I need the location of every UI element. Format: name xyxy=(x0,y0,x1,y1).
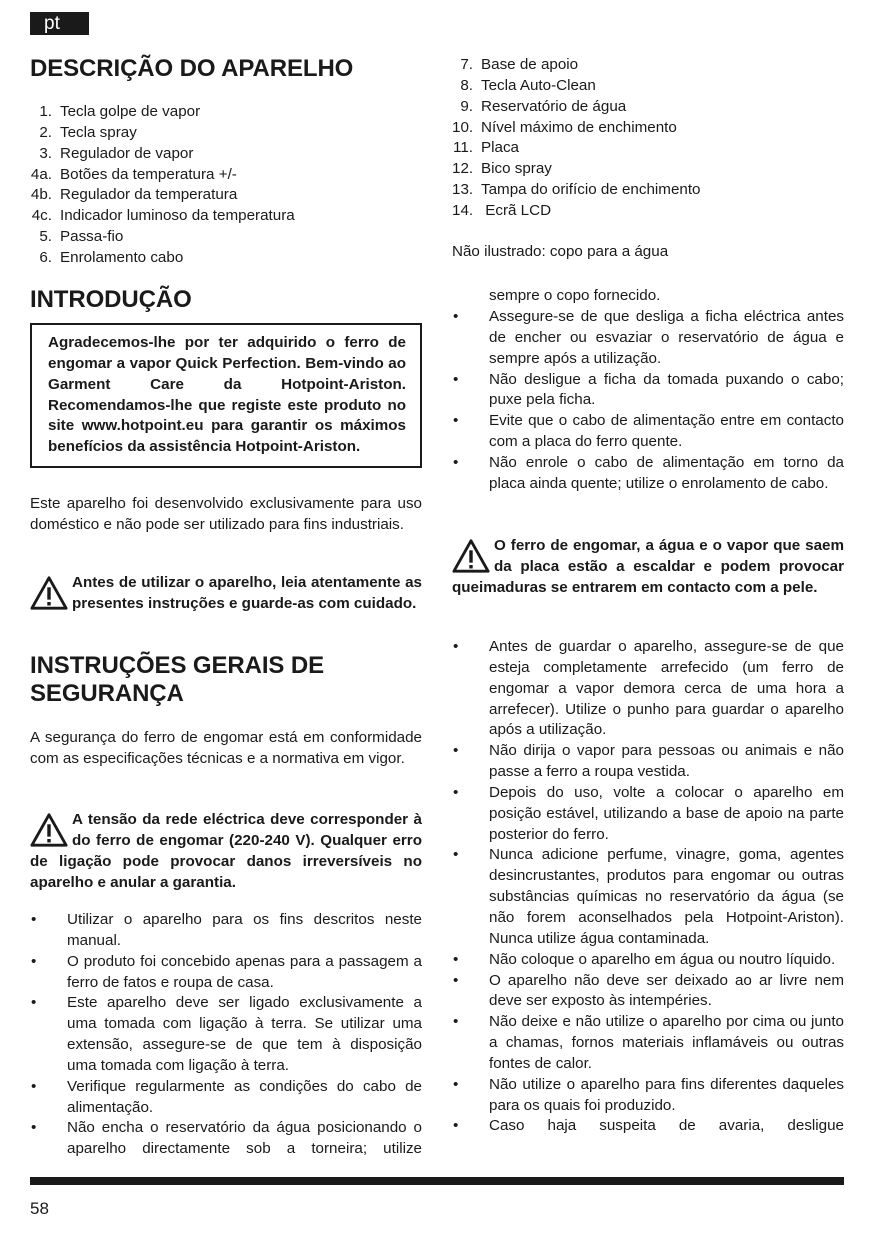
intro-paragraph: Este aparelho foi desenvolvido exclusivamente para uso doméstico e não pode ser utilizado para fins industriais. xyxy=(30,495,422,533)
item-label: Base de apoio xyxy=(481,56,579,73)
list-item: • Não coloque o aparelho em água ou noutro líquido. xyxy=(453,950,836,968)
warning-burns xyxy=(452,536,844,599)
item-number: 4a. xyxy=(30,165,52,183)
title-line: SEGURANÇA xyxy=(30,680,184,707)
item-label: Reservatório de água xyxy=(481,97,627,115)
list-item: • Nunca adicione perfume, vinagre, goma, agentes desincrustantes, produtos para engomar ou outras substâncias químicas no reservatório da água (se não forem aconselhados pela Hotpoint-Ariston). Nunca utilize água contaminada. xyxy=(453,846,844,947)
item-label: Placa xyxy=(481,139,519,157)
page-number: 58 xyxy=(30,1199,49,1218)
list-item: • Não dirija o vapor para pessoas ou animais e não passe a ferro a roupa vestida. xyxy=(453,742,844,781)
continuation-text: sempre o copo fornecido. xyxy=(489,287,661,304)
warning-triangle-icon xyxy=(30,575,68,611)
item-label: Tecla spray xyxy=(60,123,137,141)
list-item: • Evite que o cabo de alimentação entre em contacto com a placa do ferro quente. xyxy=(453,412,844,451)
item-label: Enrolamento cabo xyxy=(60,248,184,266)
list-item xyxy=(452,201,701,222)
item-label: Bico spray xyxy=(481,160,552,178)
section-title-introduction: INTRODUÇÃO xyxy=(30,286,192,313)
item-number: 4b. xyxy=(30,186,52,204)
list-item xyxy=(452,97,701,118)
list-item xyxy=(30,227,295,248)
item-number: 11. xyxy=(453,139,473,157)
not-shown-note: Não ilustrado: copo para a água xyxy=(452,243,669,260)
item-label: Nível máximo de enchimento xyxy=(481,118,677,136)
list-item: • Utilizar o aparelho para os fins descritos neste manual. xyxy=(31,911,422,949)
item-number: 8. xyxy=(460,76,473,94)
safety-bullets-right-2 xyxy=(452,637,844,1137)
warning-text: Antes de utilizar o aparelho, leia atentamente as presentes instruções e guarde-as com cuidado. xyxy=(72,574,422,612)
item-label: Botões da temperatura +/- xyxy=(60,165,237,183)
list-item: • Não encha o reservatório da água posicionando o aparelho directamente sob a torneira; utilize xyxy=(31,1119,422,1158)
list-item xyxy=(30,123,295,144)
list-item: • Este aparelho deve ser ligado exclusivamente a uma tomada com ligação à terra. Se utilizar uma extensão, assegure-se de que tem à disposição uma tomada com ligação à terra. xyxy=(31,994,422,1074)
item-number: 5. xyxy=(39,228,52,246)
footer-rule xyxy=(30,1177,844,1185)
item-number: 6. xyxy=(39,248,52,266)
item-label: Tampa do orifício de enchimento xyxy=(481,181,701,199)
item-label: Tecla golpe de vapor xyxy=(60,103,201,120)
list-item: • Não utilize o aparelho para fins diferentes daqueles para os quais foi produzido. xyxy=(453,1075,844,1114)
warning-triangle-icon xyxy=(30,812,68,848)
warning-text: O ferro de engomar, a água e o vapor que saem da placa estão a escaldar e podem provocar queimaduras se entrarem em contacto com a pele. xyxy=(452,537,844,596)
list-item: • Não deixe e não utilize o aparelho por cima ou junto a chamas, fornos materiais inflamáveis ou outras fontes de calor. xyxy=(453,1013,844,1072)
title-line: INSTRUÇÕES GERAIS DE xyxy=(30,652,325,679)
item-label: Indicador luminoso da temperatura xyxy=(60,207,295,225)
list-item: • Não desligue a ficha da tomada puxando o cabo; puxe pela ficha. xyxy=(453,370,844,409)
item-number: 1. xyxy=(39,103,52,120)
parts-list-right xyxy=(452,55,701,222)
safety-paragraph: A segurança do ferro de engomar está em conformidade com as especificações técnicas e a normativa em vigor. xyxy=(30,729,422,767)
list-item: • O aparelho não deve ser deixado ao ar livre nem deve ser exposto às intempéries. xyxy=(453,971,844,1010)
list-item: • Não enrole o cabo de alimentação em torno da placa ainda quente; utilize o enrolamento de cabo. xyxy=(453,453,844,492)
list-item xyxy=(30,165,295,186)
item-number: 10. xyxy=(452,118,474,136)
parts-list-left xyxy=(30,102,295,269)
section-title-description: DESCRIÇÃO DO APARELHO xyxy=(30,55,354,82)
warning-voltage xyxy=(30,810,422,893)
item-number: 2. xyxy=(39,123,52,141)
item-label: Ecrã LCD xyxy=(481,201,552,219)
list-item xyxy=(30,185,295,206)
item-number: 4c. xyxy=(31,207,52,225)
language-tab: pt xyxy=(30,12,89,35)
item-number: 13. xyxy=(452,181,474,199)
item-number: 9. xyxy=(460,97,473,115)
list-item: • Assegure-se de que desliga a ficha eléctrica antes de encher ou esvaziar o reservatório de água e sempre após a utilização. xyxy=(453,308,844,367)
safety-bullets-right-1 xyxy=(452,307,844,495)
list-item: • Antes de guardar o aparelho, assegure-se de que esteja completamente arrefecido (um ferro de engomar a vapor demora cerca de uma hora a arrefecer). Utilize o punho para guardar o aparelho após a utilização. xyxy=(453,638,844,739)
section-title-safety xyxy=(30,652,324,708)
list-item xyxy=(30,102,295,123)
list-item: • Verifique regularmente as condições do cabo de alimentação. xyxy=(31,1077,422,1116)
list-item xyxy=(30,248,295,269)
safety-bullets-left xyxy=(30,910,422,1160)
item-label: Regulador de vapor xyxy=(60,144,194,162)
list-item xyxy=(452,76,701,97)
item-label: Tecla Auto-Clean xyxy=(481,76,596,94)
item-number: 14. xyxy=(452,201,474,219)
item-number: 12. xyxy=(452,160,474,178)
list-item xyxy=(452,159,701,180)
list-item: • Caso haja suspeita de avaria, desligue xyxy=(453,1117,844,1135)
list-item xyxy=(30,206,295,227)
list-item: • Depois do uso, volte a colocar o aparelho em posição estável, utilizando a base de apoio na parte posterior do ferro. xyxy=(453,783,844,843)
list-item xyxy=(452,180,701,201)
list-item: • O produto foi concebido apenas para a passagem a ferro de fatos e roupa de casa. xyxy=(31,952,422,991)
list-item xyxy=(452,118,701,139)
item-number: 7. xyxy=(460,56,473,73)
warning-text: A tensão da rede eléctrica deve corresponder à do ferro de engomar (220-240 V). Qualquer erro de ligação pode provocar danos irreversíveis no aparelho e anular a garantia. xyxy=(30,811,422,891)
list-item xyxy=(452,55,701,76)
item-number: 3. xyxy=(39,144,52,162)
list-item xyxy=(452,138,701,159)
intro-box: Agradecemos-lhe por ter adquirido o ferro de engomar a vapor Quick Perfection. Bem-vindo ao Garment Care da Hotpoint-Ariston. Recomendamos-lhe que registe este produto no site www.hotpoint.eu para garantir os máximos benefícios da assistência Hotpoint-Ariston. xyxy=(30,323,422,468)
warning-read-instructions xyxy=(30,573,422,615)
item-label: Passa-fio xyxy=(60,228,124,246)
list-item xyxy=(30,144,295,165)
item-label: Regulador da temperatura xyxy=(60,186,238,204)
warning-triangle-icon xyxy=(452,538,490,574)
